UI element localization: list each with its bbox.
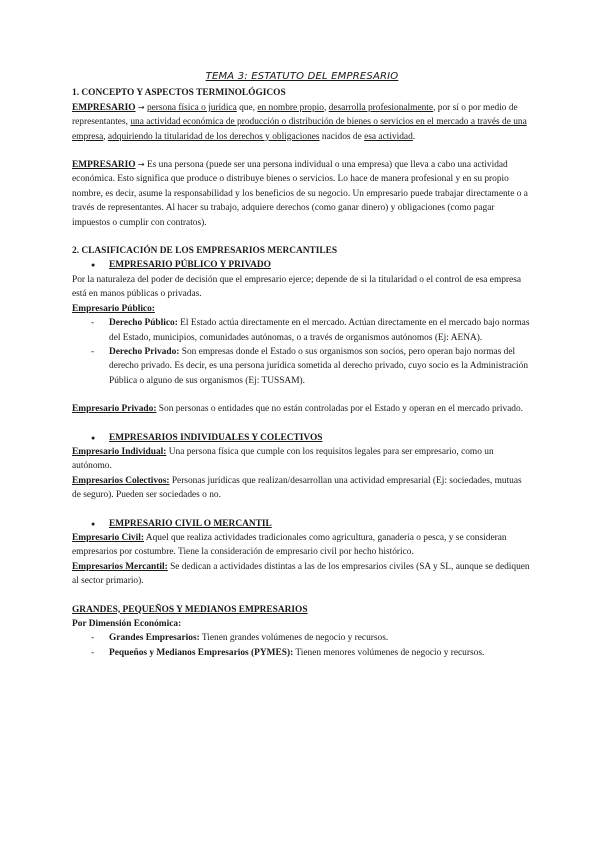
item-term: Pequeños y Medianos Empresarios (PYMES): [109, 647, 294, 658]
def-fragment: desarrolla profesionalmente [328, 102, 434, 113]
bullet-heading: EMPRESARIO PÚBLICO Y PRIVADO [109, 260, 271, 271]
publico-privado-intro: Por la naturaleza del poder de decisión que el empresario ejerce; depende de si la titularidad o el control de esa empresa está en manos públicas o privadas. [72, 274, 522, 300]
arrow-icon: → [137, 160, 145, 170]
bullet-publico-privado [72, 258, 532, 272]
colectivos-label: Empresarios Colectivos: [72, 475, 170, 486]
civil-text: Aquel que realiza actividades tradicionales como agricultura, ganadería o pesca, y se consideran empresarios por costumbre. Tiene la consideración de empresario civil por hecho histórico. [72, 532, 507, 558]
grandes-heading: GRANDES, PEQUEÑOS Y MEDIANOS EMPRESARIOS [72, 604, 308, 615]
privado-text: Son personas o entidades que no están controladas por el Estado y operan en el mercado privado. [156, 404, 524, 415]
civil-paragraph [72, 531, 532, 560]
item-text: Tienen grandes volúmenes de negocio y recursos. [199, 633, 389, 644]
term-empresario: EMPRESARIO [72, 102, 136, 113]
mercantil-label: Empresarios Mercantil: [72, 561, 168, 572]
def-fragment: nacidos de [319, 131, 365, 142]
item-text: El Estado actúa directamente en el mercado. Actúan directamente en el mercado bajo normas del Estado, municipios, comunidades autónomas, o a través de organismos autónomos (Ej: AENA). [109, 318, 530, 343]
section-2-heading: 2. CLASIFICACIÓN DE LOS EMPRESARIOS MERCANTILES [72, 246, 338, 257]
arrow-icon: → [137, 102, 145, 112]
def-fragment: en nombre propio [257, 102, 324, 113]
colectivos-paragraph [72, 474, 532, 503]
mercantil-paragraph [72, 560, 532, 589]
bullet-individuales-colectivos [72, 431, 532, 445]
publico-label: Empresario Público: [72, 303, 155, 314]
item-text: Son empresas donde el Estado o sus organismos son socios, pero operan bajo normas del derecho privado. Es decir, es una persona jurídica sometida al derecho privado, cuyo socio es la Administración Pública o alguno de sus organismos (Ej: TUSSAM). [109, 346, 529, 386]
list-item [72, 631, 532, 645]
bullet-civil-mercantil [72, 517, 532, 531]
bullet-heading: EMPRESARIOS INDIVIDUALES Y COLECTIVOS [109, 432, 323, 443]
item-term: Derecho Privado: [109, 346, 180, 357]
civil-label: Empresario Civil: [72, 532, 144, 543]
individual-text: Una persona física que cumple con los requisitos legales para ser empresario, como un autónomo. [72, 446, 494, 472]
def-fragment: , [323, 102, 329, 113]
mercantil-text: Se dedican a actividades distintas a las de los empresarios civiles (SA y SL, aunque se dediquen al sector primario). [72, 561, 530, 587]
def-fragment: . [412, 131, 416, 142]
item-term: Derecho Público: [109, 318, 178, 329]
section-1-heading: 1. CONCEPTO Y ASPECTOS TERMINOLÓGICOS [72, 88, 286, 99]
term-empresario-2: EMPRESARIO [72, 160, 136, 171]
colectivos-text: Personas jurídicas que realizan/desarrollan una actividad empresarial (Ej: sociedades, mutuas de seguro). Pueden ser sociedades o no. [72, 475, 522, 501]
explanation-text: Es una persona (puede ser una persona individual o una empresa) que lleva a cabo una actividad económica. Esto significa que produce o distribuye bienes o servicios. Lo hace de manera profesional y en su propio nombre, es decir, asume la responsabilidad y los beneficios de su negocio. Un empresario puede trabajar directamente o a través de representantes. Al hacer su trabajo, adquiere derechos (como ganar dinero) y obligaciones (como pagar impuestos o cumplir con contratos). [72, 160, 528, 228]
item-term: Grandes Empresarios: [109, 633, 200, 644]
def-fragment: esa actividad [364, 131, 413, 142]
def-fragment: adquiriendo la titularidad de los derechos y obligaciones [107, 131, 320, 142]
item-text: Tienen menores volúmenes de negocio y recursos. [293, 647, 485, 658]
individual-paragraph [72, 445, 532, 474]
def-fragment: , por sí o por medio de representantes, [72, 102, 518, 128]
list-item [72, 646, 532, 660]
privado-label: Empresario Privado: [72, 404, 157, 415]
publico-list [72, 316, 532, 388]
bullet-heading: EMPRESARIO CIVIL O MERCANTIL [109, 518, 272, 529]
individual-label: Empresario Individual: [72, 446, 167, 457]
dimension-label: Por Dimensión Económica: [72, 619, 182, 629]
document-title: TEMA 3: ESTATUTO DEL EMPRESARIO [205, 71, 399, 82]
list-item [72, 345, 532, 388]
def-fragment: persona física o jurídica [146, 102, 237, 113]
dimension-list [72, 631, 532, 660]
privado-paragraph [72, 402, 532, 416]
def-fragment: una actividad económica de producción o distribución de bienes o servicios en el mercado a través de una empresa [72, 117, 527, 142]
def-fragment: que, [236, 102, 258, 113]
list-item [72, 316, 532, 345]
def-fragment: , [103, 131, 108, 142]
definition-paragraph [72, 101, 532, 144]
explanation-paragraph [72, 158, 532, 230]
